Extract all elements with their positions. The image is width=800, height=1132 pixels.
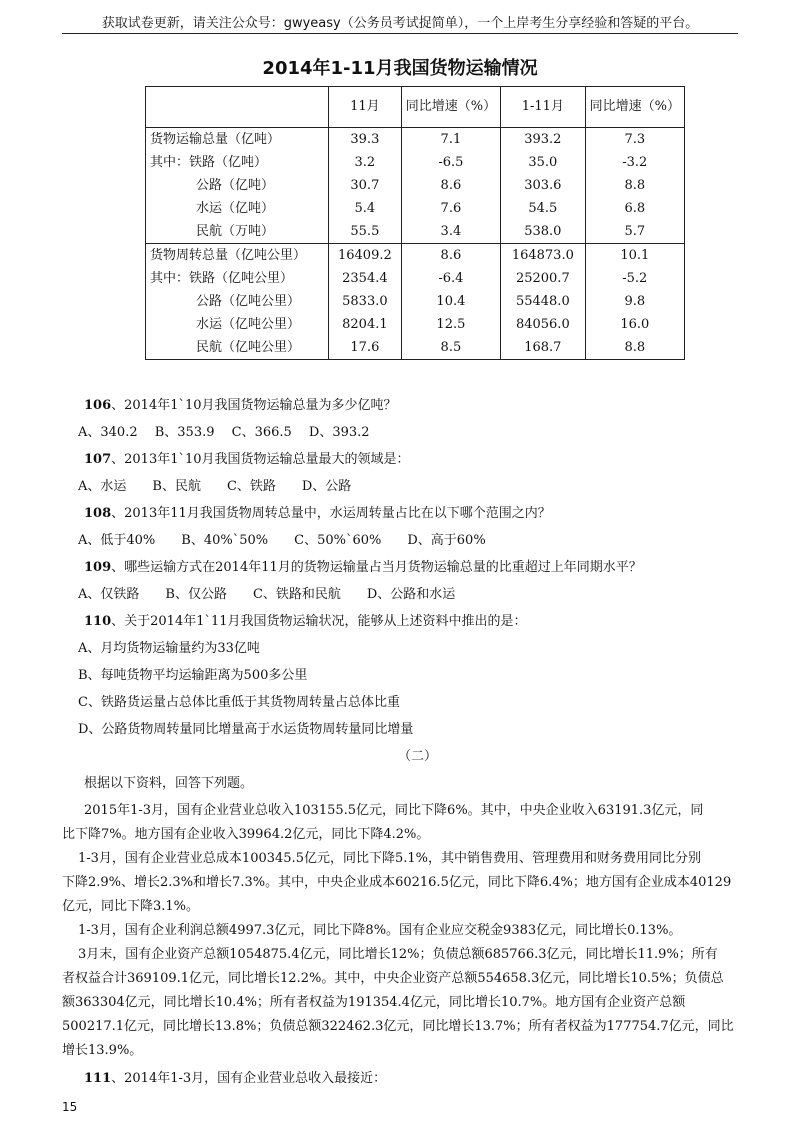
- question-107: [84, 448, 410, 467]
- table-row: [146, 244, 685, 268]
- row-label: 其中：铁路（亿吨）: [150, 155, 268, 170]
- table-row: [146, 290, 685, 313]
- question-text: 、2014年1`10月我国货物运输总量为多少亿吨？: [111, 398, 397, 413]
- section-heading: （二）: [398, 749, 438, 764]
- table-cell: 35.0: [501, 151, 586, 174]
- paragraph-line: 500217.1亿元，同比增长13.8%；负债总额322462.3亿元，同比增长13.7%；所有者权益为177754.7亿元，同比: [62, 1019, 734, 1034]
- table-cell: 5833.0: [329, 290, 402, 313]
- table-header-row: [146, 87, 685, 128]
- paragraph-line: 下降2.9%、增长2.3%和增长7.3%。其中，中央企业成本60216.5亿元，同比下降6.4%；地方国有企业成本40129: [62, 875, 732, 890]
- table-row: [146, 128, 685, 152]
- row-label: 民航（万吨）: [196, 224, 275, 239]
- table-header-cell: [585, 87, 684, 128]
- table-cell: 10.1: [585, 244, 684, 268]
- question-number: 107: [84, 452, 112, 467]
- table-cell: 55.5: [329, 220, 402, 244]
- table-cell: 8.8: [585, 336, 684, 360]
- question-106: [84, 394, 397, 413]
- section-intro: 根据以下资料，回答下列题。: [84, 776, 254, 791]
- table-cell: 303.6: [501, 174, 586, 197]
- header-text: 同比增速（%）: [589, 99, 680, 114]
- row-label: 其中：铁路（亿吨公里）: [150, 271, 294, 286]
- table-row: [146, 220, 685, 244]
- table-cell: -5.2: [585, 267, 684, 290]
- option-110-c: C、铁路货运量占总体比重低于其货物周转量占总体比重: [78, 695, 400, 710]
- table-cell: 25200.7: [501, 267, 586, 290]
- question-text: 、2013年11月我国货物周转总量中，水运周转量占比在以下哪个范围之内？: [111, 506, 551, 521]
- table-cell: 17.6: [329, 336, 402, 360]
- table-cell: 7.3: [585, 128, 684, 152]
- table-row: [146, 267, 685, 290]
- question-number: 111: [84, 1071, 112, 1086]
- table-cell: -6.4: [401, 267, 500, 290]
- options-106: A、340.2 B、353.9 C、366.5 D、393.2: [78, 425, 370, 440]
- table-cell: 39.3: [329, 128, 402, 152]
- table-header-cell: 11月: [329, 87, 402, 128]
- table-cell: 7.6: [401, 197, 500, 220]
- row-label: 公路（亿吨公里）: [196, 294, 301, 309]
- table-cell: 8204.1: [329, 313, 402, 336]
- table-row: [146, 313, 685, 336]
- table-cell: 9.8: [585, 290, 684, 313]
- table-cell: 3.2: [329, 151, 402, 174]
- options-109: A、仅铁路 B、仅公路 C、铁路和民航 D、公路和水运: [78, 587, 456, 602]
- question-number: 110: [84, 614, 112, 629]
- paragraph-line: 增长13.9%。: [62, 1043, 143, 1058]
- table-header-cell: 1-11月: [501, 87, 586, 128]
- table-cell: 164873.0: [501, 244, 586, 268]
- header-text: 同比增速（%）: [405, 99, 497, 114]
- header-rule: [62, 33, 738, 34]
- question-text: 、2013年1`10月我国货物运输总量最大的领域是：: [111, 452, 410, 467]
- table-row: [146, 197, 685, 220]
- table-header-cell: [146, 87, 329, 128]
- table-cell: 84056.0: [501, 313, 586, 336]
- options-108: A、低于40% B、40%`50% C、50%`60% D、高于60%: [78, 533, 486, 548]
- paragraph-line: 1-3月，国有企业营业总成本100345.5亿元，同比下降5.1%，其中销售费用、管理费用和财务费用同比分别: [78, 851, 701, 866]
- row-label: 货物周转总量（亿吨公里）: [146, 244, 329, 268]
- question-111: [84, 1067, 386, 1086]
- option-110-d: D、公路货物周转量同比增量高于水运货物周转量同比增量: [78, 722, 414, 737]
- question-110: [84, 610, 527, 629]
- paragraph-line: 2015年1-3月，国有企业营业总收入103155.5亿元，同比下降6%。其中，中央企业收入63191.3亿元，同: [84, 803, 704, 818]
- table-body: [146, 128, 685, 360]
- table-cell: 2354.4: [329, 267, 402, 290]
- row-label: 水运（亿吨）: [196, 201, 275, 216]
- row-label: 公路（亿吨）: [196, 178, 275, 193]
- question-text: 、哪些运输方式在2014年11月的货物运输量占当月货物运输总量的比重超过上年同期水平？: [111, 560, 642, 575]
- table-header-cell: [401, 87, 500, 128]
- table-cell: 7.1: [401, 128, 500, 152]
- table-cell: -6.5: [401, 151, 500, 174]
- table-cell: 5.7: [585, 220, 684, 244]
- paragraph-line: 亿元，同比下降3.1%。: [62, 899, 200, 914]
- table-cell: 16.0: [585, 313, 684, 336]
- table-cell: 5.4: [329, 197, 402, 220]
- question-text: 、2014年1-3月，国有企业营业总收入最接近：: [111, 1071, 387, 1086]
- freight-table: [145, 86, 685, 360]
- question-text: 、关于2014年1`11月我国货物运输状况，能够从上述资料中推出的是：: [111, 614, 527, 629]
- row-label: 水运（亿吨公里）: [196, 317, 301, 332]
- question-number: 108: [84, 506, 112, 521]
- paragraph-line: 1-3月，国有企业利润总额4997.3亿元，同比下降8%。国有企业应交税金9383亿元，同比增长0.13%。: [78, 923, 682, 938]
- option-110-b: B、每吨货物平均运输距离为500多公里: [78, 668, 308, 683]
- table-cell: -3.2: [585, 151, 684, 174]
- question-number: 106: [84, 398, 112, 413]
- table-row: [146, 174, 685, 197]
- table-cell: 54.5: [501, 197, 586, 220]
- table-row: [146, 336, 685, 360]
- paragraph-line: 者权益合计369109.1亿元，同比增长12.2%。其中，中央企业资产总额554658.3亿元，同比增长10.5%；负债总: [62, 971, 724, 986]
- paragraph-line: 额363304亿元，同比增长10.4%；所有者权益为191354.4亿元，同比增长10.7%。地方国有企业资产总额: [62, 995, 686, 1010]
- table-cell: 55448.0: [501, 290, 586, 313]
- table-cell: 8.6: [401, 174, 500, 197]
- options-107: A、水运 B、民航 C、铁路 D、公路: [78, 479, 352, 494]
- row-label: 民航（亿吨公里）: [196, 340, 301, 355]
- paragraph-line: 3月末，国有企业资产总额1054875.4亿元，同比增长12%；负债总额685766.3亿元，同比增长11.9%；所有: [78, 947, 718, 962]
- table-cell: 12.5: [401, 313, 500, 336]
- table-row: [146, 151, 685, 174]
- table-cell: 8.8: [585, 174, 684, 197]
- header-notice: 获取试卷更新，请关注公众号：gwyeasy（公务员考试捉简单），一个上岸考生分享经验和答疑的平台。: [101, 16, 699, 31]
- table-cell: 10.4: [401, 290, 500, 313]
- table-cell: 538.0: [501, 220, 586, 244]
- table-cell: 8.6: [401, 244, 500, 268]
- table-cell: 3.4: [401, 220, 500, 244]
- question-number: 109: [84, 560, 112, 575]
- row-label: 货物运输总量（亿吨）: [150, 132, 281, 147]
- table-cell: 393.2: [501, 128, 586, 152]
- table-title: 2014年1-11月我国货物运输情况: [262, 58, 538, 79]
- question-109: [84, 556, 642, 575]
- table-cell: 6.8: [585, 197, 684, 220]
- question-108: [84, 502, 551, 521]
- table-cell: 8.5: [401, 336, 500, 360]
- table-cell: 30.7: [329, 174, 402, 197]
- table-cell: 168.7: [501, 336, 586, 360]
- page-number: 15: [62, 1100, 78, 1114]
- paragraph-line: 比下降7%。地方国有企业收入39964.2亿元，同比下降4.2%。: [62, 827, 430, 842]
- option-110-a: A、月均货物运输量约为33亿吨: [78, 641, 260, 656]
- table-cell: 16409.2: [329, 244, 402, 268]
